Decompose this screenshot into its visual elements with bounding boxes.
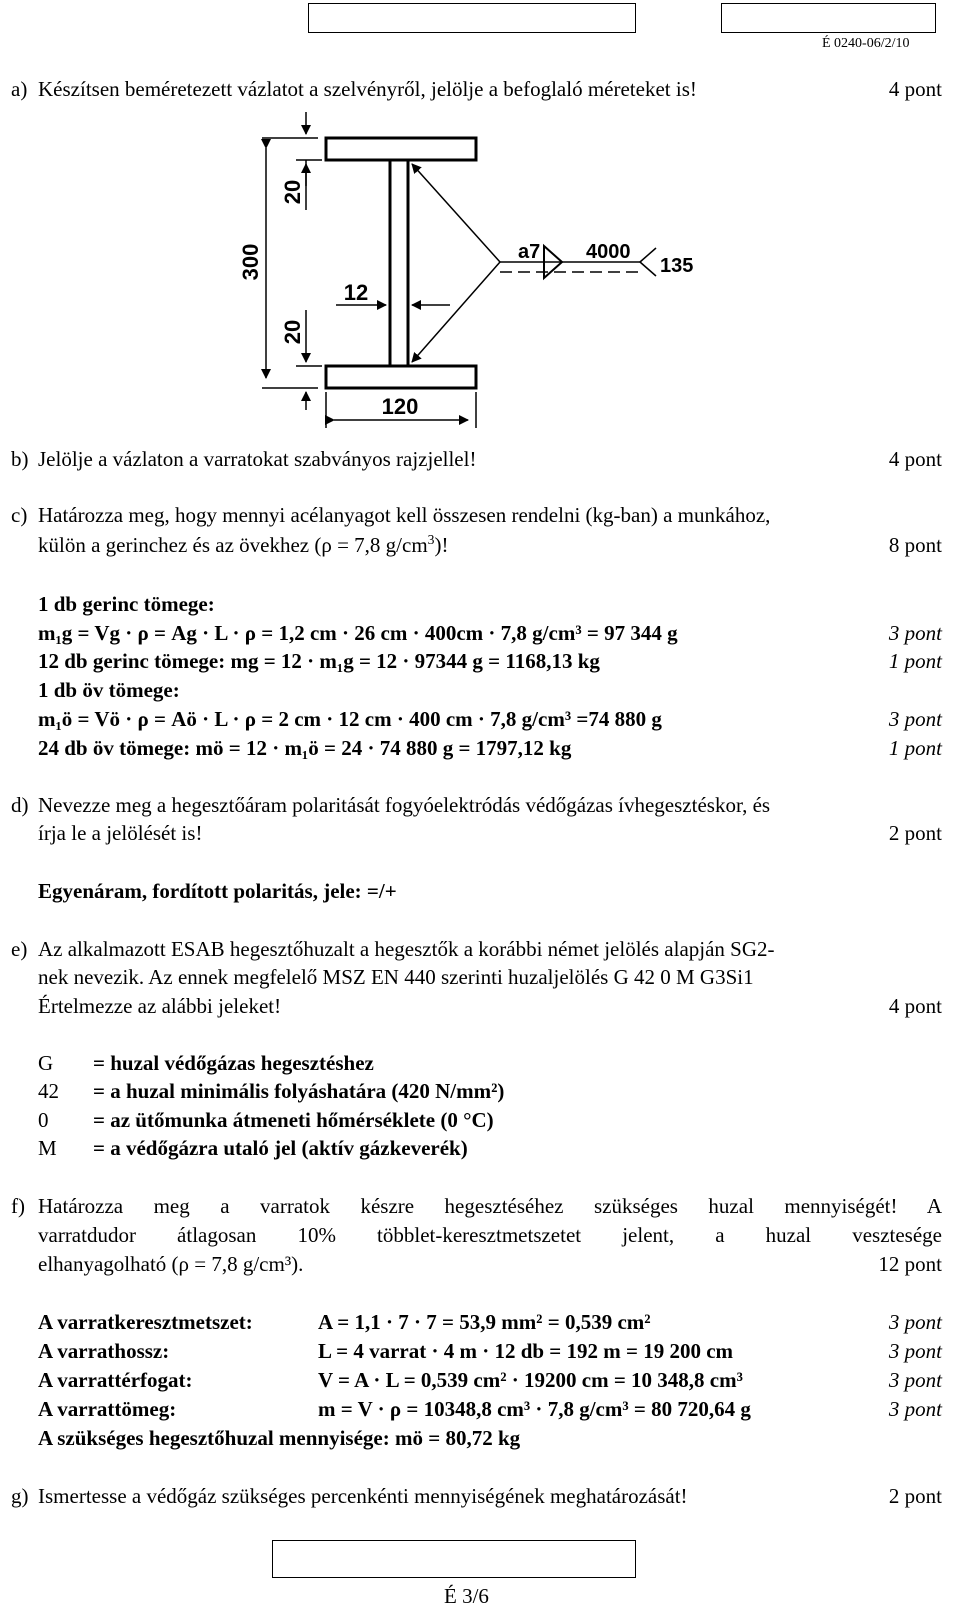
answer-c-row2 xyxy=(0,618,960,648)
question-d-line1 xyxy=(0,790,960,820)
calc-row xyxy=(0,1336,960,1366)
question-c-label: c) xyxy=(11,503,28,527)
question-c-line1 xyxy=(0,500,960,530)
question-f-label: f) xyxy=(11,1194,25,1218)
question-e-text2: nek nevezik. Az ennek megfelelő MSZ EN 440 szerinti huzaljelölés G 42 0 M G3Si1 xyxy=(38,965,754,989)
question-a-text: Készítsen beméretezett vázlatot a szelvényről, jelölje a befoglaló méreteket is! xyxy=(38,77,697,101)
calc-name: A varratkeresztmetszet: xyxy=(38,1310,253,1334)
question-f-points: 12 pont xyxy=(878,1252,942,1276)
answer-c-flanges-total: 24 db öv tömege: mö = 12 · m₁ö = 24 · 74 880 g = 1797,12 kg xyxy=(38,736,572,760)
question-d-label: d) xyxy=(11,793,29,817)
def-symbol: 0 xyxy=(38,1108,49,1132)
answer-d-text: Egyenáram, fordított polaritás, jele: =/+ xyxy=(38,879,397,903)
question-d-line2 xyxy=(0,818,960,848)
calc-points: 3 pont xyxy=(888,1339,942,1363)
i-beam-sketch xyxy=(0,100,960,440)
question-c-points: 8 pont xyxy=(888,533,942,557)
question-e-text1: Az alkalmazott ESAB hegesztőhuzalt a hegesztők a korábbi német jelölés alapján SG2- xyxy=(38,937,775,961)
header-box-right xyxy=(721,3,936,33)
answer-c-web-mass: m₁g = Vg · ρ = Ag · L · ρ = 1,2 cm · 26 cm · 400cm · 7,8 g/cm³ = 97 344 g xyxy=(38,621,678,645)
question-e-label: e) xyxy=(11,937,28,961)
question-e-points: 4 pont xyxy=(888,994,942,1018)
calc-row xyxy=(0,1365,960,1395)
answer-c-row6 xyxy=(0,733,960,763)
answer-c-flange-title: 1 db öv tömege: xyxy=(38,678,180,702)
question-b-label: b) xyxy=(11,447,29,471)
question-a-points: 4 pont xyxy=(888,77,942,101)
top-flange xyxy=(326,138,476,160)
calc-final-text: A szükséges hegesztőhuzal mennyisége: mö = 80,72 kg xyxy=(38,1426,521,1450)
question-e-line2 xyxy=(0,962,960,992)
question-e-text3: Értelmezze az alábbi jeleket! xyxy=(38,994,282,1018)
question-c-text1: Határozza meg, hogy mennyi acélanyagot kell összesen rendelni (kg-ban) a munkához, xyxy=(38,503,771,527)
question-c-line2 xyxy=(0,530,960,560)
def-row xyxy=(0,1133,960,1163)
def-row xyxy=(0,1076,960,1106)
calc-points: 3 pont xyxy=(888,1310,942,1334)
question-e-line1 xyxy=(0,934,960,964)
calc-points: 3 pont xyxy=(888,1368,942,1392)
def-description: = huzal védőgázas hegesztéshez xyxy=(93,1051,374,1075)
answer-c-flanges-total-points: 1 pont xyxy=(888,736,942,760)
bottom-flange xyxy=(326,366,476,388)
answer-c-webs-total-points: 1 pont xyxy=(888,649,942,673)
dim-120: 120 xyxy=(381,394,419,419)
def-row xyxy=(0,1105,960,1135)
question-a-label: a) xyxy=(11,77,28,101)
page-number: É 3/6 xyxy=(444,1584,489,1608)
question-b xyxy=(0,444,960,474)
header-box-left xyxy=(308,3,636,33)
question-g xyxy=(0,1481,960,1511)
question-b-points: 4 pont xyxy=(888,447,942,471)
question-f-text1: Határozza meg a varratok készre hegesztéséhez szükséges huzal mennyiségét! A xyxy=(38,1194,942,1218)
calc-final xyxy=(0,1423,960,1453)
calc-name: A varrathossz: xyxy=(38,1339,170,1363)
calc-expression: V = A · L = 0,539 cm² · 19200 cm = 10 348,8 cm³ xyxy=(318,1368,743,1392)
answer-c-row4 xyxy=(0,675,960,705)
calc-points: 3 pont xyxy=(888,1397,942,1421)
question-f-text3: elhanyagolható (ρ = 7,8 g/cm³). xyxy=(38,1252,304,1276)
weld-a7: a7 xyxy=(518,241,541,263)
calc-row xyxy=(0,1394,960,1424)
answer-d xyxy=(0,876,960,906)
def-description: = a huzal minimális folyáshatára (420 N/mm²) xyxy=(93,1079,505,1103)
question-f-line2 xyxy=(0,1220,960,1250)
question-g-label: g) xyxy=(11,1484,29,1508)
def-symbol: M xyxy=(38,1136,57,1160)
question-d-text1: Nevezze meg a hegesztőáram polaritását fogyóelektródás védőgázas ívhegesztéskor, és xyxy=(38,793,771,817)
def-description: = a védőgázra utaló jel (aktív gázkeverék) xyxy=(93,1136,468,1160)
question-d-points: 2 pont xyxy=(888,821,942,845)
dim-20-bottom: 20 xyxy=(280,319,305,345)
question-d-text2: írja le a jelölését is! xyxy=(38,821,203,845)
web xyxy=(390,160,408,366)
answer-c-row3 xyxy=(0,646,960,676)
calc-expression: A = 1,1 · 7 · 7 = 53,9 mm² = 0,539 cm² xyxy=(318,1310,651,1334)
doc-code: É 0240-06/2/10 xyxy=(822,36,910,51)
answer-c-flange-mass-points: 3 pont xyxy=(888,707,942,731)
question-b-text: Jelölje a vázlaton a varratokat szabványos rajzjellel! xyxy=(38,447,477,471)
answer-c-webs-total: 12 db gerinc tömege: mg = 12 · m₁g = 12 · 97344 g = 1168,13 kg xyxy=(38,649,600,673)
answer-c-row1 xyxy=(0,589,960,619)
weld-4000: 4000 xyxy=(586,241,631,263)
def-symbol: G xyxy=(38,1051,54,1075)
answer-c-web-mass-points: 3 pont xyxy=(888,621,942,645)
calc-expression: L = 4 varrat · 4 m · 12 db = 192 m = 19 200 cm xyxy=(318,1339,734,1363)
calc-row xyxy=(0,1307,960,1337)
calc-name: A varrattérfogat: xyxy=(38,1368,193,1392)
question-f-line3 xyxy=(0,1249,960,1279)
question-f-text2: varratdudor átlagosan 10% többlet-keresztmetszetet jelent, a huzal vesztesége xyxy=(38,1223,942,1247)
question-g-text: Ismertesse a védőgáz szükséges percenkénti mennyiségének meghatározását! xyxy=(38,1484,688,1508)
def-description: = az ütőmunka átmeneti hőmérséklete (0 °C) xyxy=(93,1108,494,1132)
answer-c-flange-mass: m₁ö = Vö · ρ = Aö · L · ρ = 2 cm · 12 cm · 400 cm · 7,8 g/cm³ =74 880 g xyxy=(38,707,662,731)
calc-name: A varrattömeg: xyxy=(38,1397,177,1421)
def-symbol: 42 xyxy=(38,1079,59,1103)
dim-300: 300 xyxy=(238,243,263,281)
question-g-points: 2 pont xyxy=(888,1484,942,1508)
weld-135: 135 xyxy=(660,255,694,277)
dim-20-top: 20 xyxy=(280,179,305,205)
calc-expression: m = V · ρ = 10348,8 cm³ · 7,8 g/cm³ = 80 720,64 g xyxy=(318,1397,751,1421)
answer-c-web-title: 1 db gerinc tömege: xyxy=(38,592,215,616)
answer-c-row5 xyxy=(0,704,960,734)
question-c-text2: külön a gerinchez és az övekhez (ρ = 7,8 $g/cm^3$)! xyxy=(38,532,449,557)
question-e-line3 xyxy=(0,991,960,1021)
question-f-line1 xyxy=(0,1191,960,1221)
dim-12: 12 xyxy=(343,280,369,305)
footer-box xyxy=(272,1540,636,1578)
def-row xyxy=(0,1048,960,1078)
